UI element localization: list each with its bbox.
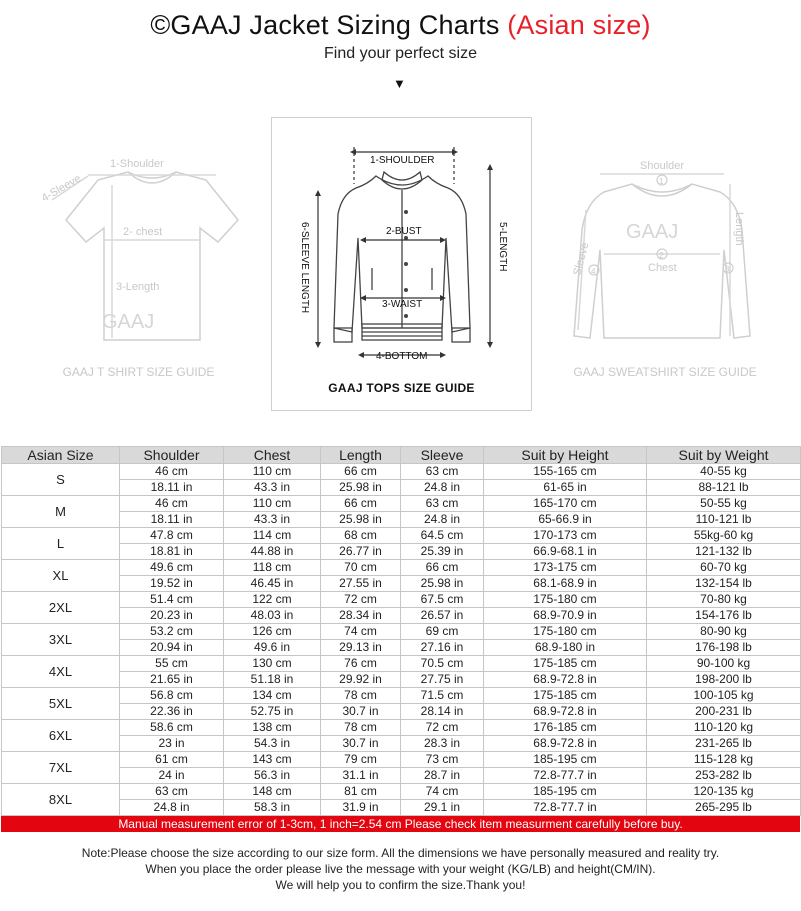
cm-value-cell: 63 cm xyxy=(401,464,484,480)
cm-value-cell: 63 cm xyxy=(120,784,224,800)
header-sleeve: Sleeve xyxy=(401,447,484,464)
inch-value-cell: 66.9-68.1 in xyxy=(484,544,647,560)
cm-value-cell: 66 cm xyxy=(321,464,401,480)
cm-value-cell: 78 cm xyxy=(321,720,401,736)
cm-value-cell: 67.5 cm xyxy=(401,592,484,608)
cm-value-cell: 74 cm xyxy=(401,784,484,800)
cm-value-cell: 130 cm xyxy=(224,656,321,672)
cm-value-cell: 72 cm xyxy=(321,592,401,608)
cm-value-cell: 55kg-60 kg xyxy=(647,528,801,544)
sweatshirt-num-4: 4 xyxy=(591,267,596,276)
cm-value-cell: 46 cm xyxy=(120,464,224,480)
inch-value-cell: 20.94 in xyxy=(120,640,224,656)
table-row xyxy=(2,496,801,512)
table-row xyxy=(2,576,801,592)
header-shoulder: Shoulder xyxy=(120,447,224,464)
size-label-cell: L xyxy=(2,528,120,560)
inch-value-cell: 20.23 in xyxy=(120,608,224,624)
size-chart-body xyxy=(2,464,801,816)
cm-value-cell: 175-180 cm xyxy=(484,592,647,608)
table-row xyxy=(2,768,801,784)
tshirt-label-sleeve: 4-Sleeve xyxy=(40,172,84,205)
table-row xyxy=(2,544,801,560)
cm-value-cell: 66 cm xyxy=(321,496,401,512)
inch-value-cell: 68.9-72.8 in xyxy=(484,704,647,720)
inch-value-cell: 132-154 lb xyxy=(647,576,801,592)
cm-value-cell: 176-185 cm xyxy=(484,720,647,736)
inch-value-cell: 68.9-72.8 in xyxy=(484,736,647,752)
size-label-cell: 8XL xyxy=(2,784,120,816)
table-row xyxy=(2,608,801,624)
cm-value-cell: 51.4 cm xyxy=(120,592,224,608)
tshirt-label-length: 3-Length xyxy=(116,281,160,293)
cm-value-cell: 175-185 cm xyxy=(484,688,647,704)
sweatshirt-brand: GAAJ xyxy=(626,221,679,243)
inch-value-cell: 28.7 in xyxy=(401,768,484,784)
note-line-2: When you place the order please live the message with your weight (KG/LB) and height(CM/IN). xyxy=(145,862,656,876)
cm-value-cell: 71.5 cm xyxy=(401,688,484,704)
inch-value-cell: 23 in xyxy=(120,736,224,752)
table-row xyxy=(2,752,801,768)
inch-value-cell: 56.3 in xyxy=(224,768,321,784)
inch-value-cell: 154-176 lb xyxy=(647,608,801,624)
table-row xyxy=(2,736,801,752)
cm-value-cell: 148 cm xyxy=(224,784,321,800)
cm-value-cell: 79 cm xyxy=(321,752,401,768)
inch-value-cell: 25.39 in xyxy=(401,544,484,560)
inch-value-cell: 25.98 in xyxy=(321,480,401,496)
inch-value-cell: 49.6 in xyxy=(224,640,321,656)
cm-value-cell: 80-90 kg xyxy=(647,624,801,640)
sweatshirt-illustration xyxy=(560,150,780,390)
cm-value-cell: 68 cm xyxy=(321,528,401,544)
cm-value-cell: 138 cm xyxy=(224,720,321,736)
inch-value-cell: 48.03 in xyxy=(224,608,321,624)
cm-value-cell: 100-105 kg xyxy=(647,688,801,704)
inch-value-cell: 29.13 in xyxy=(321,640,401,656)
inch-value-cell: 24.8 in xyxy=(120,800,224,816)
inch-value-cell: 44.88 in xyxy=(224,544,321,560)
inch-value-cell: 25.98 in xyxy=(321,512,401,528)
tshirt-brand: GAAJ xyxy=(102,311,155,333)
cm-value-cell: 66 cm xyxy=(401,560,484,576)
cm-value-cell: 165-170 cm xyxy=(484,496,647,512)
title-main: ©GAAJ Jacket Sizing Charts xyxy=(150,10,500,40)
size-label-cell: XL xyxy=(2,560,120,592)
sweatshirt-num-3: 3 xyxy=(725,265,730,274)
cm-value-cell: 110-120 kg xyxy=(647,720,801,736)
note-line-3: We will help you to confirm the size.Thank you! xyxy=(275,878,526,892)
cm-value-cell: 175-185 cm xyxy=(484,656,647,672)
tops-label-bust: 2-BUST xyxy=(386,226,422,237)
cm-value-cell: 40-55 kg xyxy=(647,464,801,480)
size-label-cell: S xyxy=(2,464,120,496)
size-label-cell: 4XL xyxy=(2,656,120,688)
tshirt-illustration xyxy=(40,150,250,390)
tops-size-guide xyxy=(271,117,532,411)
inch-value-cell: 68.1-68.9 in xyxy=(484,576,647,592)
jacket-illustration xyxy=(272,118,531,378)
cm-value-cell: 72 cm xyxy=(401,720,484,736)
inch-value-cell: 110-121 lb xyxy=(647,512,801,528)
header-chest: Chest xyxy=(224,447,321,464)
cm-value-cell: 73 cm xyxy=(401,752,484,768)
inch-value-cell: 198-200 lb xyxy=(647,672,801,688)
cm-value-cell: 70 cm xyxy=(321,560,401,576)
table-row xyxy=(2,672,801,688)
sweatshirt-num-1: 1 xyxy=(659,177,664,186)
tops-label-length: 5-LENGTH xyxy=(497,222,508,272)
inch-value-cell: 30.7 in xyxy=(321,736,401,752)
sweatshirt-label-sleeve: Sleeve xyxy=(571,241,592,277)
table-row xyxy=(2,480,801,496)
cm-value-cell: 81 cm xyxy=(321,784,401,800)
note-line-1: Note:Please choose the size according to our size form. All the dimensions we have personally measured and reality try. xyxy=(81,846,720,860)
inch-value-cell: 54.3 in xyxy=(224,736,321,752)
tshirt-label-shoulder: 1-Shoulder xyxy=(110,158,164,170)
cm-value-cell: 60-70 kg xyxy=(647,560,801,576)
tops-guide-caption: GAAJ TOPS SIZE GUIDE xyxy=(328,381,475,395)
table-row xyxy=(2,528,801,544)
inch-value-cell: 43.3 in xyxy=(224,512,321,528)
table-row xyxy=(2,688,801,704)
inch-value-cell: 27.16 in xyxy=(401,640,484,656)
cm-value-cell: 134 cm xyxy=(224,688,321,704)
inch-value-cell: 28.34 in xyxy=(321,608,401,624)
cm-value-cell: 122 cm xyxy=(224,592,321,608)
tshirt-size-guide xyxy=(40,150,250,390)
cm-value-cell: 70.5 cm xyxy=(401,656,484,672)
inch-value-cell: 265-295 lb xyxy=(647,800,801,816)
table-row xyxy=(2,704,801,720)
table-row xyxy=(2,512,801,528)
inch-value-cell: 68.9-70.9 in xyxy=(484,608,647,624)
inch-value-cell: 51.18 in xyxy=(224,672,321,688)
inch-value-cell: 61-65 in xyxy=(484,480,647,496)
table-row xyxy=(2,640,801,656)
header-asian-size: Asian Size xyxy=(2,447,120,464)
inch-value-cell: 65-66.9 in xyxy=(484,512,647,528)
inch-value-cell: 19.52 in xyxy=(120,576,224,592)
cm-value-cell: 110 cm xyxy=(224,496,321,512)
sweatshirt-label-chest: Chest xyxy=(648,262,677,274)
inch-value-cell: 28.14 in xyxy=(401,704,484,720)
inch-value-cell: 31.1 in xyxy=(321,768,401,784)
page-subtitle: Find your perfect size xyxy=(324,45,477,62)
inch-value-cell: 27.75 in xyxy=(401,672,484,688)
cm-value-cell: 170-173 cm xyxy=(484,528,647,544)
inch-value-cell: 58.3 in xyxy=(224,800,321,816)
table-row xyxy=(2,624,801,640)
cm-value-cell: 76 cm xyxy=(321,656,401,672)
cm-value-cell: 110 cm xyxy=(224,464,321,480)
inch-value-cell: 18.81 in xyxy=(120,544,224,560)
inch-value-cell: 72.8-77.7 in xyxy=(484,800,647,816)
inch-value-cell: 29.1 in xyxy=(401,800,484,816)
table-row xyxy=(2,720,801,736)
cm-value-cell: 78 cm xyxy=(321,688,401,704)
inch-value-cell: 29.92 in xyxy=(321,672,401,688)
inch-value-cell: 231-265 lb xyxy=(647,736,801,752)
cm-value-cell: 46 cm xyxy=(120,496,224,512)
cm-value-cell: 114 cm xyxy=(224,528,321,544)
table-row xyxy=(2,560,801,576)
inch-value-cell: 28.3 in xyxy=(401,736,484,752)
inch-value-cell: 31.9 in xyxy=(321,800,401,816)
size-label-cell: 2XL xyxy=(2,592,120,624)
cm-value-cell: 155-165 cm xyxy=(484,464,647,480)
cm-value-cell: 118 cm xyxy=(224,560,321,576)
tops-label-sleeve: 6-SLEEVE LENGTH xyxy=(299,222,310,314)
cm-value-cell: 55 cm xyxy=(120,656,224,672)
down-arrow-icon: ▼ xyxy=(393,76,406,91)
cm-value-cell: 173-175 cm xyxy=(484,560,647,576)
tops-label-waist: 3-WAIST xyxy=(382,299,423,310)
inch-value-cell: 46.45 in xyxy=(224,576,321,592)
cm-value-cell: 56.8 cm xyxy=(120,688,224,704)
inch-value-cell: 24.8 in xyxy=(401,480,484,496)
inch-value-cell: 72.8-77.7 in xyxy=(484,768,647,784)
table-row xyxy=(2,656,801,672)
inch-value-cell: 18.11 in xyxy=(120,512,224,528)
tshirt-guide-caption: GAAJ T SHIRT SIZE GUIDE xyxy=(62,365,215,379)
cm-value-cell: 185-195 cm xyxy=(484,784,647,800)
table-header-row xyxy=(2,447,801,464)
size-label-cell: 3XL xyxy=(2,624,120,656)
tops-label-shoulder: 1-SHOULDER xyxy=(370,155,435,166)
size-chart-table xyxy=(1,446,801,816)
inch-value-cell: 68.9-72.8 in xyxy=(484,672,647,688)
header-length: Length xyxy=(321,447,401,464)
inch-value-cell: 176-198 lb xyxy=(647,640,801,656)
inch-value-cell: 253-282 lb xyxy=(647,768,801,784)
cm-value-cell: 58.6 cm xyxy=(120,720,224,736)
inch-value-cell: 52.75 in xyxy=(224,704,321,720)
sweatshirt-num-2: 2 xyxy=(659,251,664,260)
cm-value-cell: 47.8 cm xyxy=(120,528,224,544)
cm-value-cell: 63 cm xyxy=(401,496,484,512)
table-row xyxy=(2,592,801,608)
cm-value-cell: 69 cm xyxy=(401,624,484,640)
size-label-cell: 5XL xyxy=(2,688,120,720)
cm-value-cell: 49.6 cm xyxy=(120,560,224,576)
inch-value-cell: 43.3 in xyxy=(224,480,321,496)
cm-value-cell: 90-100 kg xyxy=(647,656,801,672)
cm-value-cell: 115-128 kg xyxy=(647,752,801,768)
sweatshirt-size-guide xyxy=(560,150,780,390)
cm-value-cell: 185-195 cm xyxy=(484,752,647,768)
inch-value-cell: 26.77 in xyxy=(321,544,401,560)
inch-value-cell: 25.98 in xyxy=(401,576,484,592)
inch-value-cell: 22.36 in xyxy=(120,704,224,720)
sizing-note xyxy=(0,845,801,893)
inch-value-cell: 24.8 in xyxy=(401,512,484,528)
sweatshirt-label-shoulder: Shoulder xyxy=(640,160,685,172)
page-title xyxy=(0,10,801,41)
inch-value-cell: 88-121 lb xyxy=(647,480,801,496)
cm-value-cell: 64.5 cm xyxy=(401,528,484,544)
inch-value-cell: 24 in xyxy=(120,768,224,784)
measurement-warning: Manual measurement error of 1-3cm, 1 inch=2.54 cm Please check item measurment carefully before buy. xyxy=(1,816,800,832)
cm-value-cell: 120-135 kg xyxy=(647,784,801,800)
cm-value-cell: 61 cm xyxy=(120,752,224,768)
cm-value-cell: 50-55 kg xyxy=(647,496,801,512)
inch-value-cell: 18.11 in xyxy=(120,480,224,496)
inch-value-cell: 27.55 in xyxy=(321,576,401,592)
cm-value-cell: 126 cm xyxy=(224,624,321,640)
inch-value-cell: 121-132 lb xyxy=(647,544,801,560)
inch-value-cell: 200-231 lb xyxy=(647,704,801,720)
header-suit-by-weight: Suit by Weight xyxy=(647,447,801,464)
size-label-cell: 7XL xyxy=(2,752,120,784)
header-suit-by-height: Suit by Height xyxy=(484,447,647,464)
size-label-cell: 6XL xyxy=(2,720,120,752)
title-accent: (Asian size) xyxy=(507,10,651,40)
table-row xyxy=(2,800,801,816)
cm-value-cell: 74 cm xyxy=(321,624,401,640)
cm-value-cell: 175-180 cm xyxy=(484,624,647,640)
inch-value-cell: 68.9-180 in xyxy=(484,640,647,656)
inch-value-cell: 26.57 in xyxy=(401,608,484,624)
table-row xyxy=(2,464,801,480)
size-label-cell: M xyxy=(2,496,120,528)
cm-value-cell: 143 cm xyxy=(224,752,321,768)
inch-value-cell: 21.65 in xyxy=(120,672,224,688)
tshirt-label-chest: 2- chest xyxy=(123,226,163,238)
cm-value-cell: 70-80 kg xyxy=(647,592,801,608)
tops-label-bottom: 4-BOTTOM xyxy=(376,351,428,362)
sweatshirt-guide-caption: GAAJ SWEATSHIRT SIZE GUIDE xyxy=(573,365,757,379)
inch-value-cell: 30.7 in xyxy=(321,704,401,720)
cm-value-cell: 53.2 cm xyxy=(120,624,224,640)
table-row xyxy=(2,784,801,800)
sweatshirt-label-length: Length xyxy=(733,212,745,246)
